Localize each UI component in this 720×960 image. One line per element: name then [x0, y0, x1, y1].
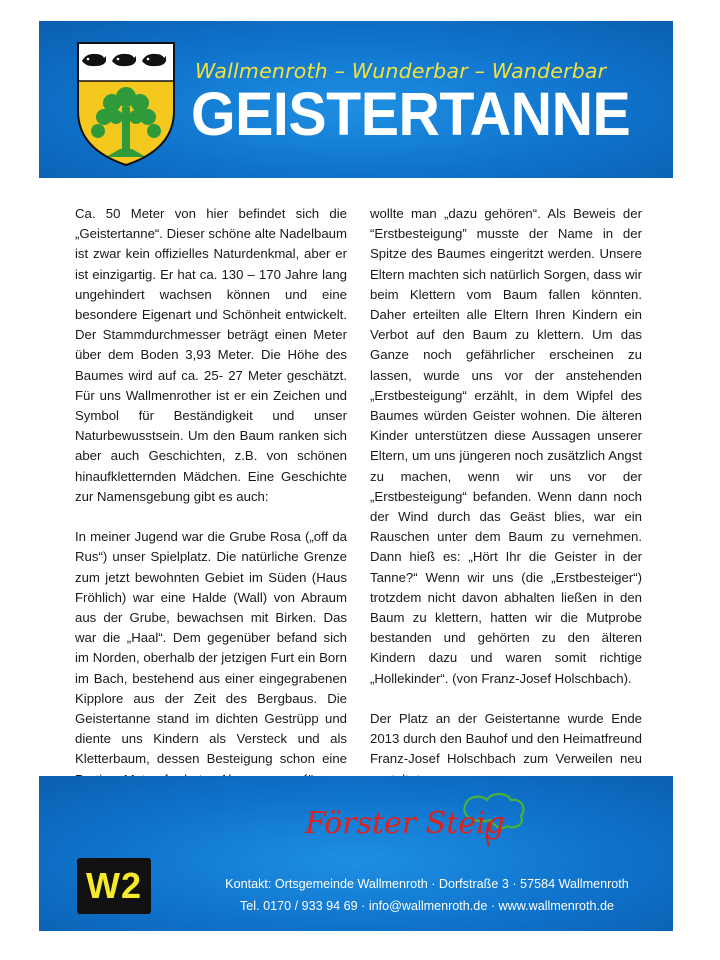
paragraph: Der Platz an der Geistertanne wurde Ende 2013 durch den Bauhof und den Heimatfreund Franz-Josef Holschbach zum Verweilen neu	[370, 711, 642, 767]
foerster-steig-logo	[301, 788, 531, 858]
paragraph: In meiner Jugend war die Grube Rosa („off da Rus“) unser Spielplatz. Die natürliche Grenze zum jetzt bewohnten Gebiet im Süden (Haus Fröhlich) war eine Halde (Wall) von Abraum aus der Grube, bewachsen mit Birken. Das war die „Haal“. Dem gegenüber befand sich im Norden, oberhalb der jetzigen Furt ein Born im Bach, bestehend aus einer eingegrabenen Kipplore aus der Zeit des Bergbaus. Die Geistertanne stand im dichten Gestrüpp und diente uns Kindern als Versteck und als Kletterbaum, dessen Besteigung schon eine	[75, 529, 347, 767]
route-badge	[77, 858, 151, 914]
logo-text: Förster Steig	[305, 806, 505, 841]
paragraph: Ca. 50 Meter von hier befindet sich die „Geistertanne“. Dieser schöne alte Nadelbaum ist zwar kein offizielles Naturdenkmal, aber er ist einzigartig. Er hat ca. 130 – 170 Jahre lang ungehindert wachsen können und eine besondere Eigenart und Schönheit entwickelt. Der Stammdurchmesser beträgt einen Meter über dem Boden 3,93 Meter. Die Höhe des Baumes wird auf ca. 25- 27 Meter geschätzt. Für uns Wallmenrother ist er ein Zeichen und Symbol für Beständigkeit und unser Naturbewusstsein. Um den Baum ranken sich aber auch Geschichten, z.B. von schönen hinaufkletternden Mädchen. Eine Geschichte zur Namensgebung gibt es auch:	[75, 206, 347, 504]
coat-of-arms-icon	[76, 41, 176, 167]
header-banner	[39, 21, 673, 178]
tagline: Wallmenroth – Wunderbar – Wanderbar	[195, 59, 607, 83]
contact-details: Tel. 0170 / 933 94 69 · info@wallmenroth.de · www.wallmenroth.de	[240, 899, 614, 913]
page-title: GEISTERTANNE	[191, 80, 631, 148]
paragraph: wollte man „dazu gehören“. Als Beweis der “Erstbesteigung” musste der Name in der Spitze des Baumes eingeritzt werden. Unsere Eltern machten sich natürlich Sorgen, dass wir beim Klettern vom Baum fallen könnten. Daher erteilten alle Eltern Ihren Kindern ein Verbot auf den Baum zu klettern. Um das Ganze noch gefährlicher erscheinen zu lassen, wurde uns vor der anstehenden „Erstbesteigung“ erzählt, in dem Wipfel des Baumes würden Geister wohnen. Die älteren Kinder unterstützen diese Aussagen unserer Eltern, um uns jüngeren noch zusätzlich Angst zu machen, wenn wir uns vor der „Erstbesteigung“ befanden. Wenn dann noch der Wind durch das Geäst blies, war ein Rauschen unter dem Baum zu vernehmen. Dann hieß es: „Hört Ihr die Geister in der Tanne?“ Wenn wir uns (die „Erstbesteiger“) trotzdem nicht davon abhalten ließen in den Baum zu klettern, hatten wir die Mutprobe bestanden und gehörten zu den älteren Kindern dazu und waren somit richtige „Hollekinder“. (von Franz-Josef Holschbach).	[370, 206, 642, 686]
text-column-left	[75, 204, 347, 830]
contact-address: Kontakt: Ortsgemeinde Wallmenroth · Dorfstraße 3 · 57584 Wallmenroth	[225, 877, 629, 891]
footer-banner	[39, 776, 673, 931]
route-badge-label: W2	[86, 865, 142, 906]
text-column-right	[370, 204, 642, 810]
